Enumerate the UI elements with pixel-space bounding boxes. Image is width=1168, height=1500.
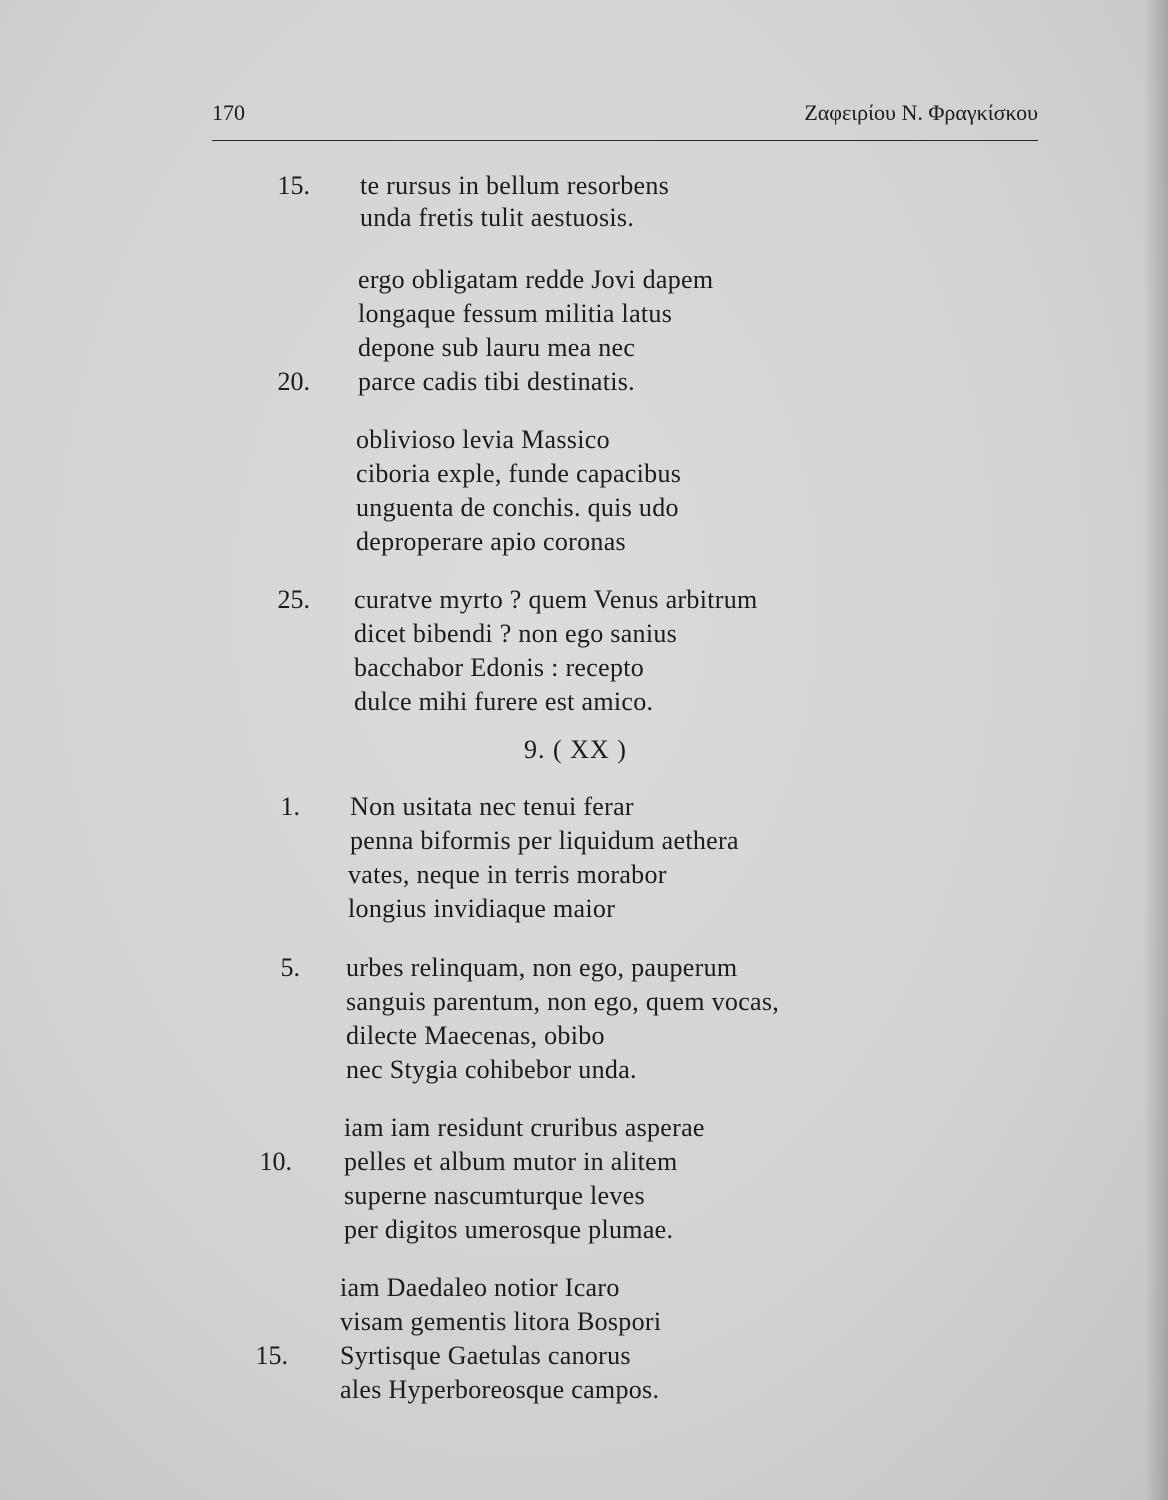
verse-line: ales Hyperboreosque campos.	[340, 1375, 660, 1404]
verse-line: Non usitata nec tenui ferar	[350, 792, 634, 821]
line-number: 15.	[255, 1341, 288, 1370]
line-number: 1.	[280, 792, 300, 821]
verse-line: longaque fessum militia latus	[358, 299, 673, 328]
page-header	[212, 100, 1038, 134]
line-number: 10.	[259, 1147, 292, 1176]
verse-line: iam iam residunt cruribus asperae	[344, 1113, 705, 1142]
verse-line: penna biformis per liquidum aethera	[350, 826, 739, 855]
verse-line: parce cadis tibi destinatis.	[358, 367, 635, 396]
line-number: 5.	[280, 953, 300, 982]
verse-line: vates, neque in terris morabor	[348, 860, 667, 889]
poem-title: 9. ( XX )	[524, 735, 627, 764]
verse-line: Syrtisque Gaetulas canorus	[340, 1341, 631, 1370]
verse-line: bacchabor Edonis : recepto	[354, 653, 645, 682]
page-number: 170	[212, 100, 245, 125]
page-edge-shadow	[1144, 0, 1168, 1500]
verse-line: superne nascumturque leves	[344, 1181, 645, 1210]
verse-line: unguenta de conchis. quis udo	[356, 493, 679, 522]
verse-line: pelles et album mutor in alitem	[344, 1147, 678, 1176]
verse-line: oblivioso levia Massico	[356, 425, 610, 454]
verse-line: visam gementis litora Bospori	[340, 1307, 662, 1336]
verse-line: nec Stygia cohibebor unda.	[346, 1055, 637, 1084]
line-number: 20.	[277, 367, 310, 396]
verse-line: ergo obligatam redde Jovi dapem	[358, 265, 714, 294]
verse-line: unda fretis tulit aestuosis.	[360, 203, 635, 232]
verse-line: per digitos umerosque plumae.	[344, 1215, 674, 1244]
running-head: Ζαφειρίου Ν. Φραγκίσκου	[804, 100, 1038, 125]
verse-line: dulce mihi furere est amico.	[354, 687, 654, 716]
verse-line: urbes relinquam, non ego, pauperum	[346, 953, 738, 982]
verse-line: sanguis parentum, non ego, quem vocas,	[346, 987, 780, 1016]
verse-line: dicet bibendi ? non ego sanius	[354, 619, 678, 648]
verse-line: deproperare apio coronas	[356, 527, 626, 556]
verse-line: te rursus in bellum resorbens	[360, 171, 670, 200]
verse-line: iam Daedaleo notior Icaro	[340, 1273, 620, 1302]
verse-line: longius invidiaque maior	[348, 894, 616, 923]
verse-line: curatve myrto ? quem Venus arbitrum	[354, 585, 758, 614]
line-number: 25.	[277, 585, 310, 614]
verse-line: dilecte Maecenas, obibo	[346, 1021, 605, 1050]
line-number: 15.	[277, 171, 310, 200]
header-rule	[212, 140, 1038, 141]
verse-line: depone sub lauru mea nec	[358, 333, 636, 362]
verse-line: ciboria exple, funde capacibus	[356, 459, 682, 488]
